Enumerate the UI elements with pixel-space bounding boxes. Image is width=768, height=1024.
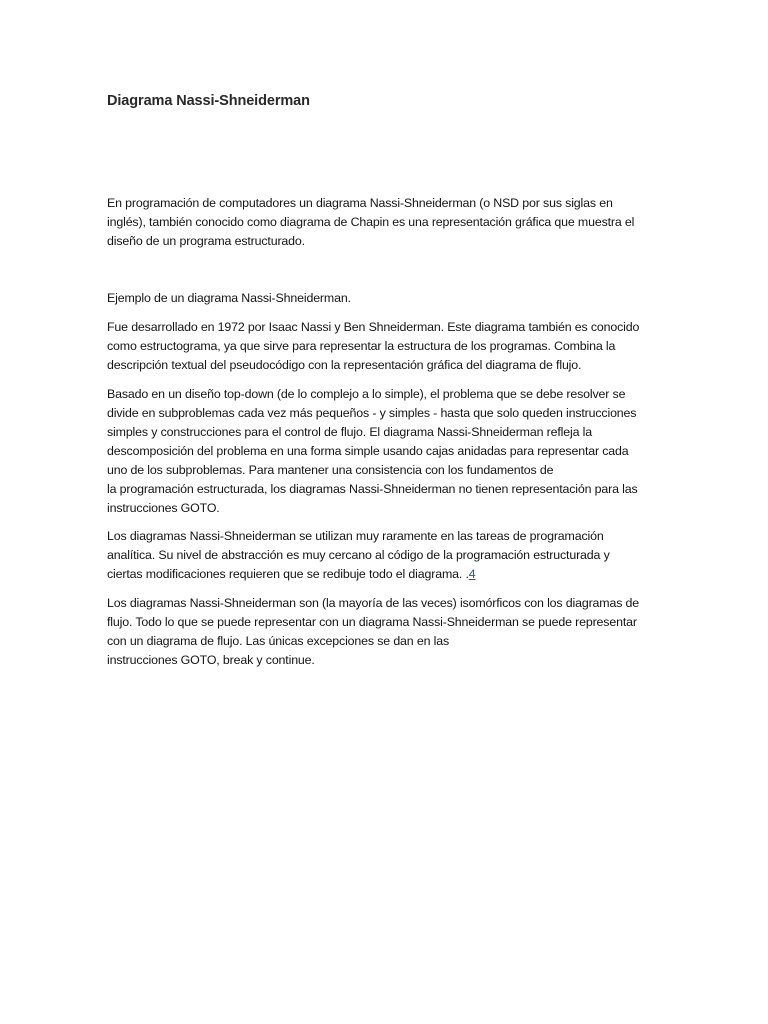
document-title: Diagrama Nassi-Shneiderman [107,93,310,109]
text-line: En programación de computadores un diagrama Nassi-Shneiderman (o NSD por sus siglas en [107,196,613,210]
text-line: inglés), también conocido como diagrama de Chapin es una representación gráfica que muestra el [107,215,635,229]
text-line: diseño de un programa estructurado. [107,234,305,248]
usage-paragraph [107,527,663,584]
design-paragraph [107,385,663,518]
text-line: instrucciones GOTO. [107,501,220,515]
text-line: Los diagramas Nassi-Shneiderman se utilizan muy raramente en las tareas de programación [107,529,604,543]
text-line: simples y construcciones para el control de flujo. El diagrama Nassi-Shneiderman refleja la [107,425,592,439]
example-caption-paragraph [107,289,663,308]
text-line: con un diagrama de flujo. Las únicas excepciones se dan en las [107,634,449,648]
text-line-segment: ciertas modificaciones requieren que se redibuje todo el diagrama. . [107,567,469,581]
history-paragraph [107,318,663,375]
text-line: descripción textual del pseudocódigo con la representación gráfica del diagrama de flujo. [107,358,582,372]
text-line: uno de los subproblemas. Para mantener una consistencia con los fundamentos de [107,463,554,477]
text-line: divide en subproblemas cada vez más pequeños - y simples - hasta que solo queden instrucciones [107,406,637,420]
example-caption: Ejemplo de un diagrama Nassi-Shneiderman. [107,291,351,305]
text-line: descomposición del problema en una forma simple usando cajas anidadas para representar cada [107,444,629,458]
text-line: analítica. Su nivel de abstracción es muy cercano al código de la programación estructurada y [107,548,610,562]
text-line: Fue desarrollado en 1972 por Isaac Nassi y Ben Shneiderman. Este diagrama también es conocido [107,320,640,334]
text-line: Basado en un diseño top-down (de lo complejo a lo simple), el problema que se debe resolver se [107,387,626,401]
text-line-with-reference [107,565,663,584]
text-line: instrucciones GOTO, break y continue. [107,653,315,667]
isomorphic-paragraph [107,594,663,670]
text-line: Los diagramas Nassi-Shneiderman son (la mayoría de las veces) isomórficos con los diagramas de [107,596,640,610]
text-line: la programación estructurada, los diagramas Nassi-Shneiderman no tienen representación para las [107,482,638,496]
reference-link-4[interactable]: 4 [468,567,476,581]
text-line: flujo. Todo lo que se puede representar con un diagrama Nassi-Shneiderman se puede representar [107,615,637,629]
text-line: como estructograma, ya que sirve para representar la estructura de los programas. Combina la [107,339,616,353]
intro-paragraph [107,194,663,251]
